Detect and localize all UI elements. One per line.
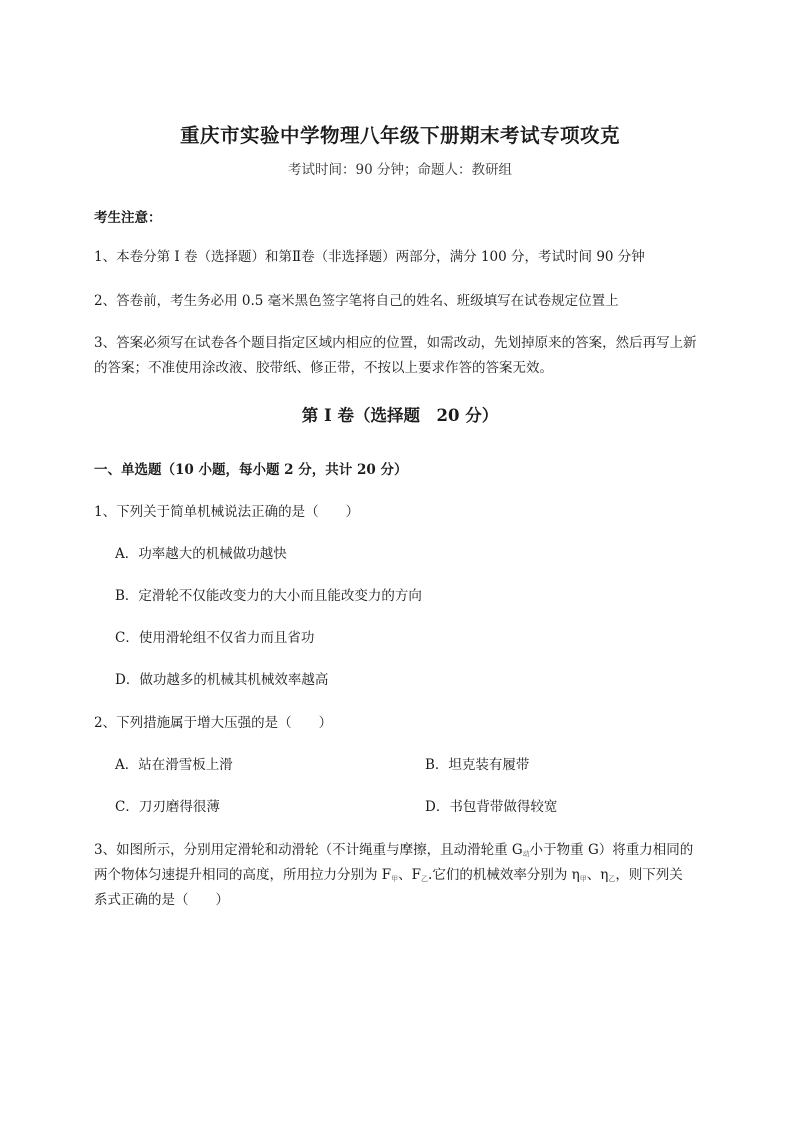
q3-text: 两个物体匀速提升相同的高度，所用拉力分别为 F xyxy=(94,867,392,883)
part-heading: 一、单选题（10 小题，每小题 2 分，共计 20 分） xyxy=(94,462,408,478)
note-3-line-1: 3、答案必须写在试卷各个题目指定区域内相应的位置，如需改动，先划掉原来的答案，然后再写上新 xyxy=(94,335,697,351)
q3-text: .它们的机械效率分别为 η xyxy=(428,867,580,883)
exam-info: 考试时间：90 分钟；命题人：教研组 xyxy=(288,162,512,178)
q3-text: ，则下列关 xyxy=(615,867,683,883)
q3-subscript: 动 xyxy=(522,850,530,858)
question-2-option-a: A．站在滑雪板上滑 xyxy=(115,757,233,773)
page-title: 重庆市实验中学物理八年级下册期末考试专项攻克 xyxy=(179,124,620,147)
question-2-stem: 2、下列措施属于增大压强的是（ ） xyxy=(94,715,333,731)
q3-subscript: 乙 xyxy=(421,875,429,883)
question-3-line-2 xyxy=(94,863,683,884)
question-2-option-b: B．坦克装有履带 xyxy=(425,757,530,773)
question-1-option-c: C．使用滑轮组不仅省力而且省功 xyxy=(115,630,315,646)
note-2: 2、答卷前，考生务必用 0.5 毫米黑色签字笔将自己的姓名、班级填写在试卷规定位置上 xyxy=(94,293,619,309)
question-3-line-3: 系式正确的是（ ） xyxy=(94,892,229,908)
question-2-option-c: C．刀刃磨得很薄 xyxy=(115,799,220,815)
question-2-option-d: D．书包背带做得较宽 xyxy=(425,799,558,815)
q3-text: 3、如图所示，分别用定滑轮和动滑轮（不计绳重与摩擦，且动滑轮重 G xyxy=(94,842,523,858)
q3-subscript: 甲 xyxy=(579,875,587,883)
section-title: 第 I 卷（选择题 20 分） xyxy=(301,406,499,425)
q3-text: 、F xyxy=(398,867,422,883)
q3-subscript: 甲 xyxy=(391,875,399,883)
q3-subscript: 乙 xyxy=(608,875,616,883)
question-1-stem: 1、下列关于简单机械说法正确的是（ ） xyxy=(94,504,360,520)
question-1-option-d: D．做功越多的机械其机械效率越高 xyxy=(115,672,329,688)
notes-heading: 考生注意： xyxy=(94,210,162,226)
note-1: 1、本卷分第 I 卷（选择题）和第Ⅱ卷（非选择题）两部分，满分 100 分，考试时间 90 分钟 xyxy=(94,249,645,265)
question-1-option-a: A．功率越大的机械做功越快 xyxy=(115,546,287,562)
q3-text: 小于物重 G）将重力相同的 xyxy=(529,842,694,858)
note-3-line-2: 的答案；不准使用涂改液、胶带纸、修正带，不按以上要求作答的答案无效。 xyxy=(94,360,553,376)
q3-text: 、η xyxy=(586,867,609,883)
question-1-option-b: B．定滑轮不仅能改变力的大小而且能改变力的方向 xyxy=(115,588,422,604)
question-3-line-1 xyxy=(94,838,693,859)
